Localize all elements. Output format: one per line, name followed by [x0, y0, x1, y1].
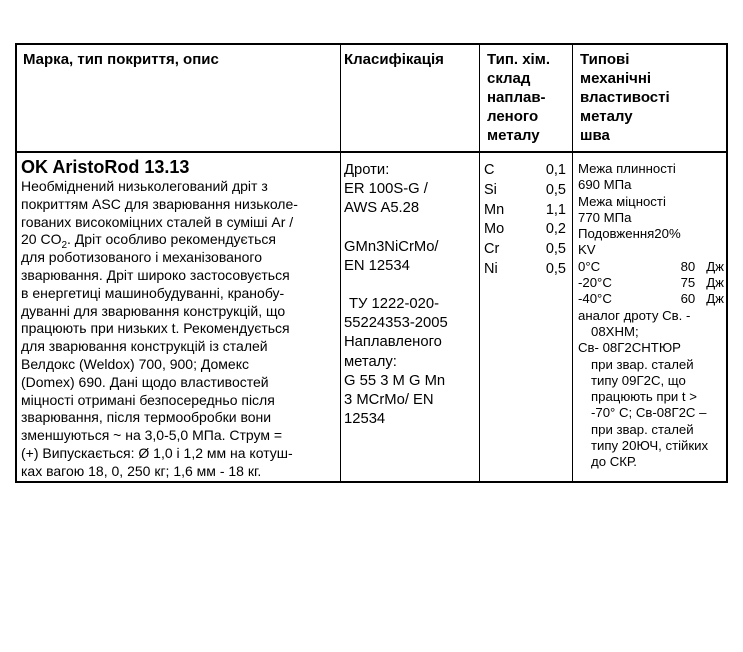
header-chemistry: Тип. хім. склад наплав- леного металу — [487, 51, 550, 144]
chem-row: Cr 0,5 — [484, 241, 566, 258]
product-cell — [21, 157, 331, 481]
chem-row: Mn 1,1 — [484, 201, 566, 218]
chem-row: Si 0,5 — [484, 181, 566, 198]
header-divider — [17, 151, 726, 153]
header-mechanical: Типові механічні властивості металу шва — [580, 51, 670, 144]
impact-row: 0°C 80 Дж — [578, 258, 724, 274]
classification-cell: Дроти: ER 100S-G / AWS A5.28 GMn3NiCrMo/ EN 12534 ТУ 1222-020- 55224353-2005 Наплавленого металу: G 55 3 M G Mn 3 MCrMo/ EN 12534 — [344, 162, 448, 428]
chem-row: Mo 0,2 — [484, 221, 566, 238]
product-table — [15, 43, 728, 483]
chemistry-cell — [484, 161, 566, 280]
chem-row: C 0,1 — [484, 162, 566, 178]
product-description: Необміднений низьколегований дріт з покриттям ASC для зварювання низьколе- гованих високоміцних сталей в суміші Ar / 20 $CO_2$. Дріт особливо рекомендується для роботизованого і механізованого зварювання. Дріт широко застосовується в енергетиці машинобудуванні, кранобу- дуванні для зварювання конструкцій, що працюють при низьких t. Рекомендується для зварювання конструкцій із сталей Велдокс (Weldox) 700, 900; Домекс (Domex) 690. Дані щодо властивостей міцності отримані безпосередньо після зварювання, після термообробки вони зменшуються ~ на 3,0-5,0 МПа. Струм = (+) Випускається: Ø 1,0 і 1,2 мм на котуш- ках вагою 18, 0, 250 кг; 1,6 мм - 18 кг. — [21, 178, 298, 479]
column-divider-2 — [479, 45, 480, 481]
chem-row: Ni 0,5 — [484, 260, 566, 277]
product-name: OK AristoRod 13.13 — [21, 157, 190, 177]
mechanical-cell: Межа плинності 690 МПа Межа міцності 770 МПа Подовження20% KV 0°C 80 Дж -20°C 75 Дж -40°C 60 Дж аналог дроту Св. - 08ХНМ; Св- 08Г2СНТЮР при звар. сталей типу 09Г2С, що працюють при t > -70° С; Св-08Г2С – при звар. сталей типу 20ЮЧ, стійких до СКР. — [578, 161, 724, 470]
column-divider-1 — [340, 45, 341, 481]
header-grade: Марка, тип покриття, опис — [23, 51, 219, 68]
header-classification: Класифікація — [344, 51, 444, 68]
impact-row: -40°C 60 Дж — [578, 291, 724, 307]
column-divider-3 — [572, 45, 573, 481]
impact-row: -20°C 75 Дж — [578, 275, 724, 291]
